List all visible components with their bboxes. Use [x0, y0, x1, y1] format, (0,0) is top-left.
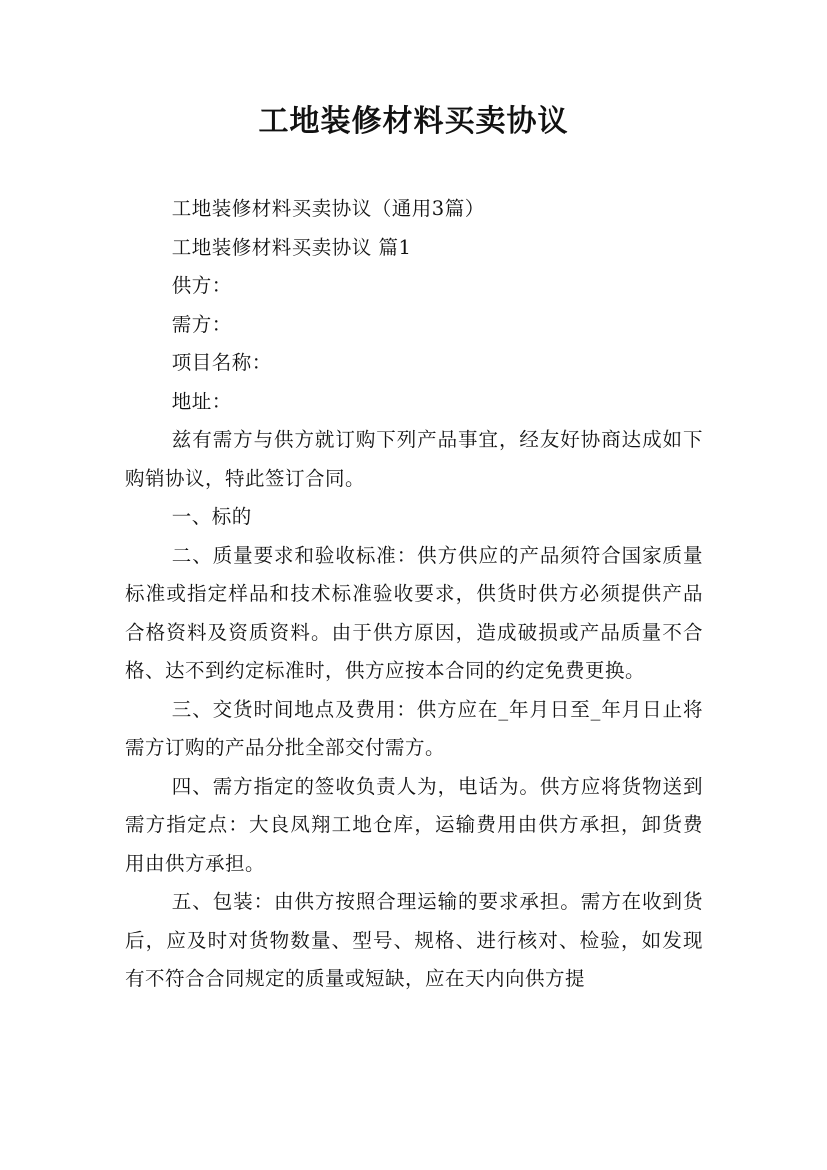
paragraph-clause-5: 五、包装：由供方按照合理运输的要求承担。需方在收到货后，应及时对货物数量、型号、规格、进行核对、检验，如发现有不符合合同规定的质量或短缺，应在天内向供方提	[125, 890, 703, 990]
paragraph-clause-1: 一、标的	[171, 505, 252, 528]
paragraph-clause-4: 四、需方指定的签收负责人为，电话为。供方应将货物送到需方指定点：大良凤翔工地仓库，运输费用由供方承担，卸货费用由供方承担。	[125, 774, 703, 875]
paragraph-address: 地址：	[171, 389, 232, 413]
paragraph-clause-2: 二、质量要求和验收标准：供方供应的产品须符合国家质量标准或指定样品和技术标准验收要求，供货时供方必须提供产品合格资料及资质资料。由于供方原因，造成破损或产品质量不合格、达不到约定标准时，供方应按本合同的约定免费更换。	[125, 543, 703, 682]
paragraph-preamble: 兹有需方与供方就订购下列产品事宜，经友好协商达成如下购销协议，特此签订合同。	[125, 428, 703, 490]
paragraph-supplier: 供方：	[171, 274, 232, 297]
paragraph-section-heading: 工地装修材料买卖协议 篇1	[171, 235, 412, 259]
paragraph-project-name: 项目名称：	[171, 351, 272, 374]
document-title: 工地装修材料买卖协议	[258, 104, 569, 139]
document-body	[125, 190, 703, 999]
paragraph-buyer: 需方：	[171, 312, 232, 336]
paragraph-subtitle: 工地装修材料买卖协议（通用3篇）	[171, 197, 485, 220]
paragraph-clause-3: 三、交货时间地点及费用：供方应在_年月日至_年月日止将需方订购的产品分批全部交付需方。	[125, 697, 703, 759]
